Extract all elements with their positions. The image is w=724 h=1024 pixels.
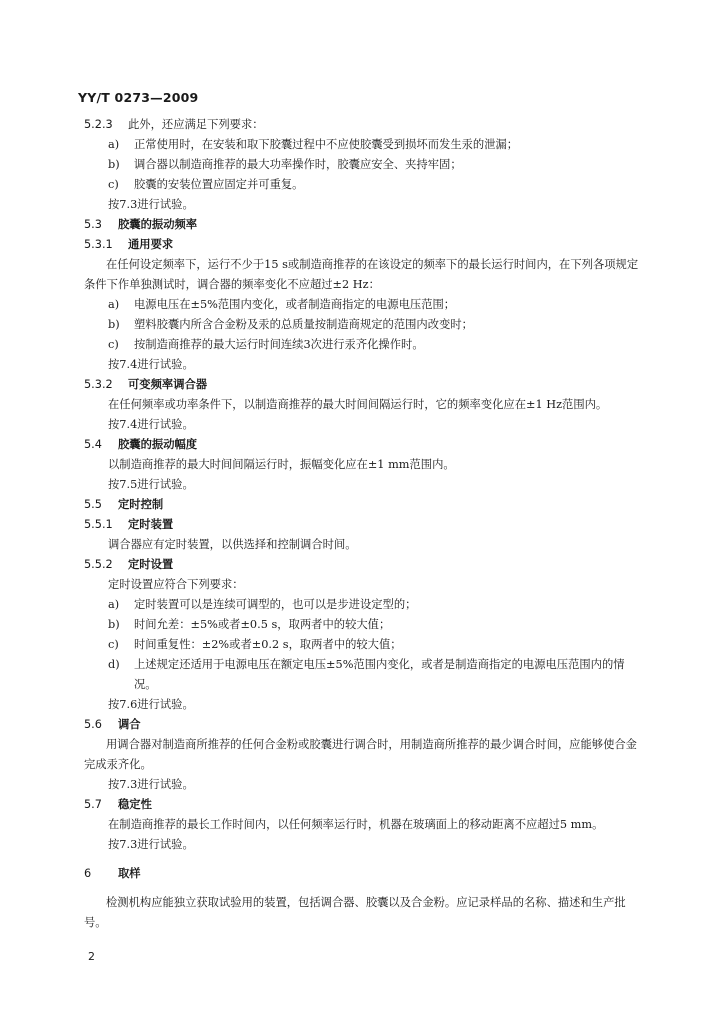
clause-number: 5.5.2 bbox=[84, 558, 113, 571]
clause-heading bbox=[84, 435, 644, 455]
clause-heading bbox=[84, 235, 644, 255]
clause-title: 胶囊的振动频率 bbox=[118, 218, 198, 231]
paragraph: 检测机构应能独立获取试验用的装置，包括调合器、胶囊以及合金粉。应记录样品的名称、描述和生产批号。 bbox=[84, 896, 626, 929]
list-item-label: a) bbox=[108, 138, 120, 151]
clause-number: 5.2.3 bbox=[84, 118, 113, 131]
list-item-text: 塑料胶囊内所含合金粉及汞的总质量按制造商规定的范围内改变时； bbox=[134, 318, 473, 331]
list-item-label: b) bbox=[108, 618, 120, 631]
clause-number: 5.7 bbox=[84, 798, 102, 811]
list-item bbox=[84, 655, 644, 695]
indented-text: 按7.3进行试验。 bbox=[108, 778, 194, 791]
clause-number: 5.5.1 bbox=[84, 518, 113, 531]
clause-number: 5.5 bbox=[84, 498, 102, 511]
clause-heading bbox=[84, 495, 644, 515]
list-item-label: a) bbox=[108, 298, 120, 311]
list-item-label: d) bbox=[108, 658, 120, 671]
clause-heading bbox=[84, 215, 644, 235]
clause-title: 定时控制 bbox=[118, 498, 164, 511]
clause-number: 5.4 bbox=[84, 438, 102, 451]
list-item-label: c) bbox=[108, 178, 119, 191]
clause-heading bbox=[84, 795, 644, 815]
clause-number: 5.3 bbox=[84, 218, 102, 231]
list-item-text: 按制造商推荐的最大运行时间连续3次进行汞齐化操作时。 bbox=[134, 338, 424, 351]
list-item bbox=[84, 155, 644, 175]
clause-title: 取样 bbox=[118, 867, 141, 880]
indented-text: 按7.6进行试验。 bbox=[108, 698, 194, 711]
list-item bbox=[84, 635, 644, 655]
list-item bbox=[84, 315, 644, 335]
list-item-label: c) bbox=[108, 638, 119, 651]
clause-title: 定时装置 bbox=[128, 518, 174, 531]
clause-title: 定时设置 bbox=[128, 558, 174, 571]
clause-number: 6 bbox=[84, 867, 92, 880]
clause-title: 稳定性 bbox=[118, 798, 152, 811]
clause-number: 5.3.1 bbox=[84, 238, 113, 251]
list-item-text: 定时装置可以是连续可调型的，也可以是步进设定型的； bbox=[134, 598, 417, 611]
indented-text: 调合器应有定时装置，以供选择和控制调合时间。 bbox=[108, 538, 357, 551]
indented-text: 按7.4进行试验。 bbox=[108, 418, 194, 431]
list-item-label: b) bbox=[108, 158, 120, 171]
indented-text: 按7.5进行试验。 bbox=[108, 478, 194, 491]
indented-text: 在任何频率或功率条件下，以制造商推荐的最大时间间隔运行时，它的频率变化应在±1 Hz范围内。 bbox=[108, 398, 608, 411]
clause-number: 5.6 bbox=[84, 718, 102, 731]
list-item-text: 时间允差：±5%或者±0.5 s，取两者中的较大值； bbox=[134, 618, 391, 631]
paragraph: 在任何设定频率下，运行不少于15 s或制造商推荐的在该设定的频率下的最长运行时间内，在下列各项规定条件下作单独测试时，调合器的频率变化不应超过±2 Hz： bbox=[84, 258, 639, 291]
standard-code-header: YY/T 0273—2009 bbox=[78, 90, 199, 105]
list-item bbox=[84, 295, 644, 315]
clause-number: 5.3.2 bbox=[84, 378, 113, 391]
list-item-text: 调合器以制造商推荐的最大功率操作时，胶囊应安全、夹持牢固； bbox=[134, 158, 462, 171]
list-item-text: 正常使用时，在安装和取下胶囊过程中不应使胶囊受到损坏而发生汞的泄漏； bbox=[134, 138, 519, 151]
clause-title: 调合 bbox=[118, 718, 141, 731]
list-item bbox=[84, 615, 644, 635]
indented-text: 在制造商推荐的最长工作时间内，以任何频率运行时，机器在玻璃面上的移动距离不应超过5 mm。 bbox=[108, 818, 604, 831]
list-item-text: 电源电压在±5%范围内变化，或者制造商指定的电源电压范围； bbox=[134, 298, 456, 311]
list-item bbox=[84, 335, 644, 355]
list-item bbox=[84, 135, 644, 155]
clause-title: 可变频率调合器 bbox=[128, 378, 208, 391]
clause-heading bbox=[84, 715, 644, 735]
list-item bbox=[84, 595, 644, 615]
clause-heading bbox=[84, 115, 644, 135]
indented-text: 按7.3进行试验。 bbox=[108, 198, 194, 211]
indented-text: 以制造商推荐的最大时间间隔运行时，振幅变化应在±1 mm范围内。 bbox=[108, 458, 455, 471]
indented-text: 按7.3进行试验。 bbox=[108, 838, 194, 851]
clause-title: 此外，还应满足下列要求： bbox=[128, 118, 264, 131]
list-item-label: b) bbox=[108, 318, 120, 331]
list-item-label: a) bbox=[108, 598, 120, 611]
list-item-label: c) bbox=[108, 338, 119, 351]
clause-heading bbox=[84, 515, 644, 535]
clause-title: 胶囊的振动幅度 bbox=[118, 438, 198, 451]
list-item bbox=[84, 175, 644, 195]
clause-heading-major bbox=[84, 864, 644, 884]
page-number: 2 bbox=[88, 950, 95, 963]
list-item-text: 时间重复性：±2%或者±0.2 s，取两者中的较大值； bbox=[134, 638, 402, 651]
clause-heading bbox=[84, 375, 644, 395]
clause-heading bbox=[84, 555, 644, 575]
list-item-text: 胶囊的安装位置应固定并可重复。 bbox=[134, 178, 304, 191]
document-body bbox=[84, 115, 644, 933]
clause-title: 通用要求 bbox=[128, 238, 174, 251]
list-item-text: 上述规定还适用于电源电压在额定电压±5%范围内变化，或者是制造商指定的电源电压范围内的情况。 bbox=[134, 658, 625, 691]
indented-text: 定时设置应符合下列要求： bbox=[108, 578, 244, 591]
paragraph: 用调合器对制造商所推荐的任何合金粉或胶囊进行调合时，用制造商所推荐的最少调合时间，应能够使合金完成汞齐化。 bbox=[84, 738, 637, 771]
indented-text: 按7.4进行试验。 bbox=[108, 358, 194, 371]
